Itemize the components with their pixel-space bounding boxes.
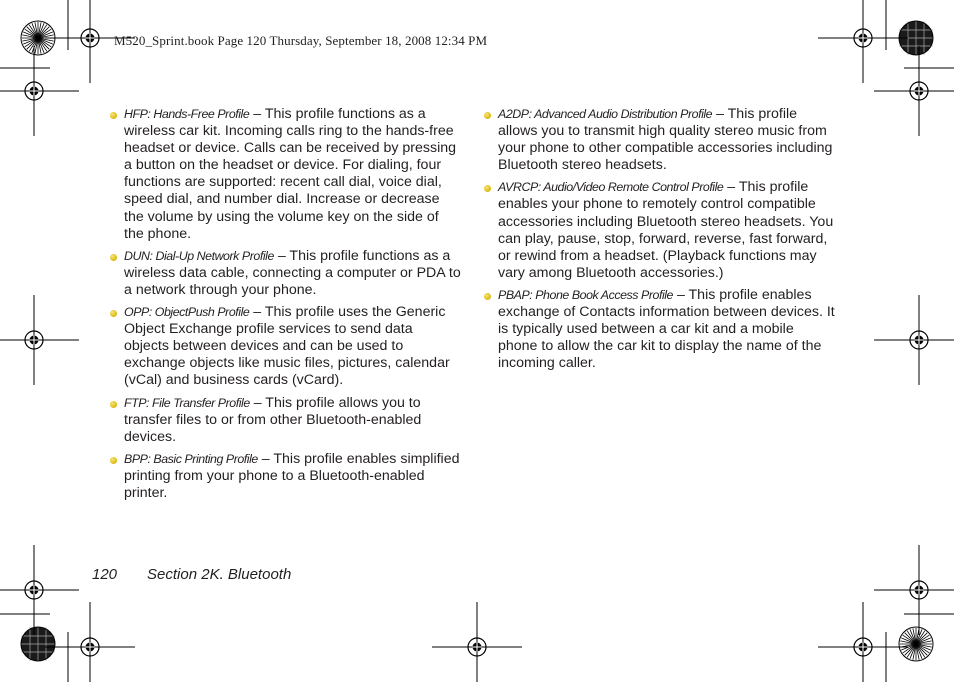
profile-term: DUN: Dial-Up Network Profile (124, 248, 274, 263)
profile-description: – This profile uses the Generic Object Exchange profile services to send data objects between devices and can be used to exchange objects like music files, pictures, calendar (vCal) and business cards (vCard). (124, 304, 450, 389)
list-item-ftp (109, 395, 461, 446)
page-footer (92, 566, 291, 583)
bullet-icon (110, 401, 117, 408)
list-item-a2dp (483, 106, 835, 174)
list-item-avrcp (483, 179, 835, 282)
profile-description: – This profile functions as a wireless car kit. Incoming calls ring to the hands-free headset or device. Calls can be received by pressing a button on the headset or device. For dialing, four functions are supported: recent call dial, voice dial, speed dial, and number dial. Increase or decrease the volume by using the volume key on the side of the phone. (124, 106, 457, 242)
bullet-icon (110, 457, 117, 464)
left-column (109, 106, 461, 507)
list-item-opp (109, 304, 461, 389)
profile-term: AVRCP: Audio/Video Remote Control Profile (498, 180, 724, 195)
profile-description: – This profile allows you to transmit high quality stereo music from your phone to other compatible accessories including Bluetooth stereo headsets. (498, 106, 833, 174)
profile-term: BPP: Basic Printing Profile (124, 451, 258, 466)
profile-description: – This profile enables exchange of Contacts information between devices. It is typically used between a car kit and a mobile phone to allow the car kit to display the name of the incoming caller. (498, 286, 835, 372)
list-item-dun (109, 248, 461, 299)
profile-description: – This profile enables your phone to remotely control compatible accessories including Bluetooth stereo headsets. You can play, pause, stop, forward, reverse, fast forward, or rewind from a headset. (Playback functions may vary among Bluetooth accessories.) (498, 179, 834, 281)
bullet-icon (484, 112, 491, 119)
list-item-hfp (109, 106, 461, 243)
profile-term: OPP: ObjectPush Profile (124, 305, 250, 320)
bullet-icon (110, 254, 117, 261)
profile-term: HFP: Hands-Free Profile (124, 107, 250, 121)
page-number: 120 (92, 566, 118, 583)
bullet-icon (110, 310, 117, 317)
profile-description: – This profile enables simplified printing from your phone to a Bluetooth-enabled printer. (124, 450, 460, 501)
profile-description: – This profile functions as a wireless data cable, connecting a computer or PDA to a network through your phone. (124, 247, 461, 298)
list-item-pbap (483, 287, 835, 372)
profile-description: – This profile allows you to transfer files to or from other Bluetooth-enabled devices. (124, 394, 422, 445)
bullet-icon (110, 112, 117, 119)
list-item-bpp (109, 451, 461, 502)
profile-term: FTP: File Transfer Profile (124, 395, 250, 410)
right-column (483, 106, 835, 377)
profile-term: PBAP: Phone Book Access Profile (498, 287, 673, 302)
bullet-icon (484, 185, 491, 192)
profile-term: A2DP: Advanced Audio Distribution Profile (498, 107, 713, 121)
print-header: M520_Sprint.book Page 120 Thursday, September 18, 2008 12:34 PM (114, 33, 488, 48)
section-title: Section 2K. Bluetooth (147, 566, 292, 583)
bullet-icon (484, 293, 491, 300)
